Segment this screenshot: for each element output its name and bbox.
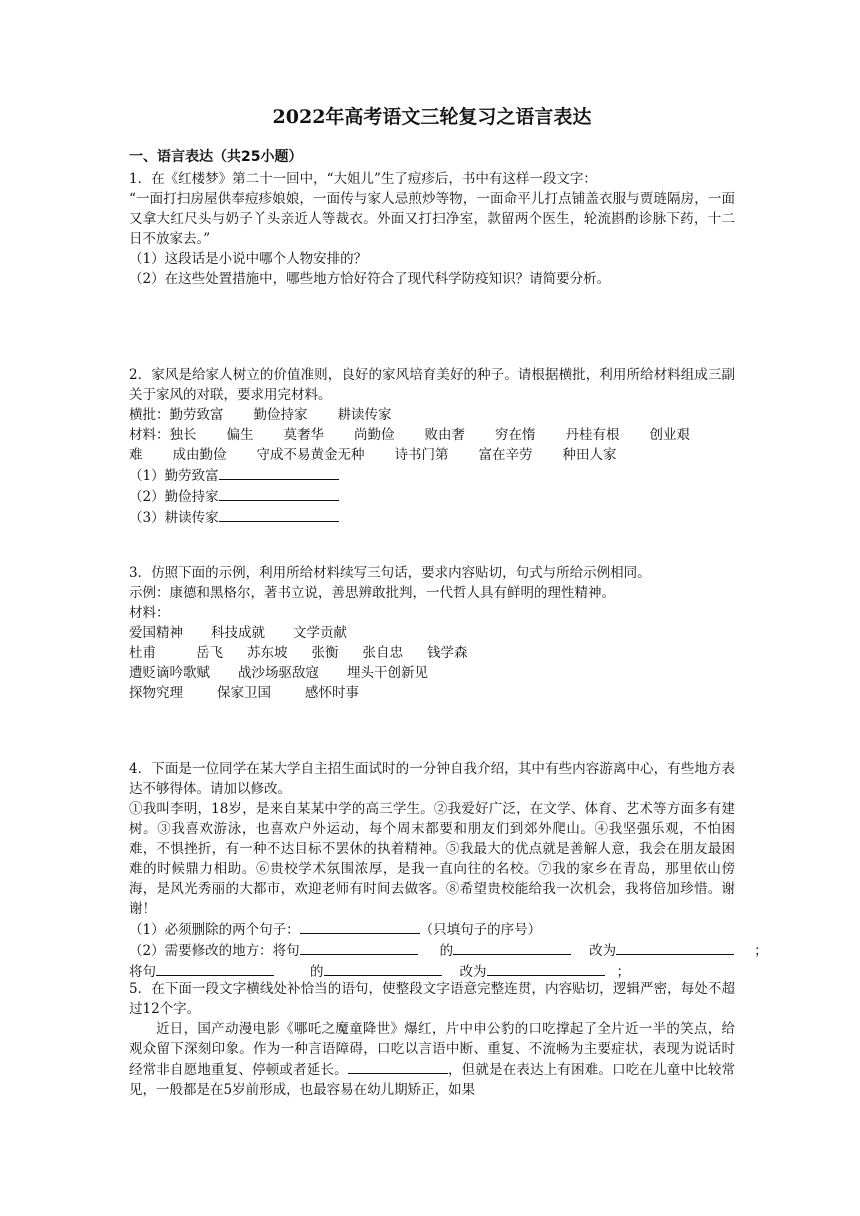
- q5-para-b: ，但就是在表达上有困难。口吃在儿童中比较常见，一般都是在5岁前形成，也最容易在幼儿期矫正，如果: [129, 1062, 736, 1098]
- q3-example: 示例：康德和黑格尔，著书立说，善思辨敢批判，一代哲人具有鲜明的理性精神。: [129, 585, 615, 601]
- q2-answer-1: [129, 465, 735, 486]
- q4-word-gaiwei: 改为: [459, 964, 487, 980]
- q4-word-gaiwei: 改为: [589, 943, 617, 959]
- q3-row2: [129, 643, 735, 663]
- q2-material-lead: 难: [129, 447, 143, 463]
- q2-material: 莫奢华: [283, 427, 324, 443]
- q3-item: 钱学森: [427, 645, 468, 661]
- q2-stem: 2．家风是给家人树立的价值准则，良好的家风培育美好的种子。请根据横批，利用所给材料组成三副关于家风的对联，要求用完材料。: [129, 367, 735, 403]
- q2-answer-3-label: （3）耕读传家: [129, 510, 219, 526]
- question-2: [129, 365, 735, 528]
- q3-item: 爱国精神: [129, 625, 183, 641]
- q2-hengpi-label: 横批：: [129, 407, 170, 423]
- q4-passage: ①我叫李明，18岁，是来自某某中学的高三学生。②我爱好广泛，在文学、体育、艺术等方面多有建树。③我喜欢游泳，也喜欢户外运动，每个周末都要和朋友们到郊外爬山。④我坚强乐观，不怕困难，不惧挫折，有一种不达目标不罢休的执着精神。⑤我最大的优点就是善解人意，我会在朋友最困难的时候鼎力相助。⑥贵校学术氛围浓厚，是我一直向往的名校。⑦我的家乡在青岛，那里依山傍海，是风光秀丽的大都市，欢迎老师有时间去做客。⑧希望贵校能给我一次机会，我将倍加珍惜。谢谢！: [129, 801, 735, 917]
- q3-row1: [129, 623, 735, 643]
- q4-jiangju: 将句: [129, 964, 156, 980]
- answer-blank[interactable]: [324, 961, 442, 976]
- answer-blank[interactable]: [219, 486, 339, 501]
- q4-sub2: [129, 940, 768, 961]
- q2-material: 败由奢: [424, 427, 465, 443]
- q2-material-label: 材料：: [129, 427, 170, 443]
- question-3: [129, 563, 735, 703]
- q4-sub1: [129, 919, 735, 940]
- q2-answer-1-label: （1）勤劳致富: [129, 468, 219, 484]
- q1-sub1: （1）这段话是小说中哪个人物安排的？: [129, 251, 368, 267]
- q1-stem: 1．在《红楼梦》第二十一回中，“大姐儿”生了痘疹后，书中有这样一段文字：: [129, 171, 597, 187]
- q5-paragraph: [129, 1019, 735, 1100]
- q3-item: 张自忠: [362, 645, 403, 661]
- answer-blank[interactable]: [453, 940, 571, 955]
- q3-material-label: 材料：: [129, 605, 170, 621]
- q3-item: 保家卫国: [217, 685, 271, 701]
- q3-item: 埋头干创新见: [347, 665, 428, 681]
- q4-stem: 4．下面是一位同学在某大学自主招生面试时的一分钟自我介绍，其中有些内容游离中心，有些地方表达不够得体。请加以修改。: [129, 761, 735, 797]
- answer-blank[interactable]: [348, 1059, 448, 1074]
- q3-row3: [129, 663, 735, 683]
- q4-sub1-tail: （只填句子的序号）: [419, 922, 542, 938]
- q2-material: 独长: [169, 427, 197, 443]
- q2-answer-3: [129, 507, 735, 528]
- q4-semicolon: ；: [754, 943, 768, 959]
- q2-materials-line2: [129, 445, 735, 465]
- answer-blank[interactable]: [219, 465, 339, 480]
- q5-para-a: 近日，国产动漫电影《哪吒之魔童降世》爆红，片中申公豹的口吃撑起了全片近一半的笑点，给观众留下深刻印象。作为一种言语障碍，口吃以言语中断、重复、不流畅为主要症状，表现为说话时经常非自愿地重复、停顿或者延长。: [129, 1021, 735, 1078]
- q2-material: 富在辛劳: [478, 447, 533, 463]
- q3-item: 张衡: [311, 645, 339, 661]
- q3-item: 探物究理: [129, 685, 183, 701]
- page-title: 2022年高考语文三轮复习之语言表达: [272, 106, 592, 128]
- section-heading: 一、语言表达（共25小题）: [129, 149, 303, 165]
- q3-item: 文学贡献: [293, 625, 347, 641]
- answer-blank[interactable]: [219, 507, 339, 522]
- q3-item: 苏东坡: [247, 645, 288, 661]
- q2-hengpi-1: 勤劳致富: [169, 407, 224, 423]
- q4-sub1-lead: （1）必须删除的两个句子：: [129, 922, 300, 938]
- q2-material: 成由勤俭: [172, 447, 227, 463]
- q3-item: 遭贬谪吟歌赋: [129, 665, 210, 681]
- q3-item: 战沙场驱敌寇: [238, 665, 319, 681]
- answer-blank[interactable]: [616, 940, 734, 955]
- q2-answer-2: [129, 486, 735, 507]
- q2-answer-2-label: （2）勤俭持家: [129, 489, 219, 505]
- q3-item: 科技成就: [211, 625, 265, 641]
- q3-row4: [129, 683, 735, 703]
- q4-sub2-lead: （2）需要修改的地方：将句: [129, 943, 300, 959]
- q4-semicolon: ；: [616, 964, 630, 980]
- q2-material: 穷在惰: [495, 427, 536, 443]
- q3-item: 杜甫: [129, 645, 156, 661]
- q2-material: 创业艰: [649, 427, 690, 443]
- answer-blank[interactable]: [156, 961, 274, 976]
- q5-stem: 5．在下面一段文字横线处补恰当的语句，使整段文字语意完整连贯，内容贴切，逻辑严密，每处不超过12个字。: [129, 981, 735, 1017]
- q2-hengpi-line: [129, 405, 735, 425]
- q3-item: 感怀时事: [305, 685, 359, 701]
- q1-sub2: （2）在这些处置措施中，哪些地方恰好符合了现代科学防疫知识？请简要分析。: [129, 271, 611, 287]
- q4-word-de: 的: [439, 943, 454, 959]
- answer-blank[interactable]: [300, 940, 418, 955]
- q2-hengpi-2: 勤俭持家: [253, 407, 308, 423]
- answer-blank[interactable]: [487, 961, 605, 976]
- q2-hengpi-3: 耕读传家: [337, 407, 392, 423]
- q4-word-de: 的: [310, 964, 324, 980]
- q2-material: 诗书门第: [394, 447, 449, 463]
- answer-blank[interactable]: [300, 919, 420, 934]
- question-1: [129, 169, 735, 289]
- q3-item: 岳飞: [196, 645, 223, 661]
- q2-material: 偏生: [226, 427, 254, 443]
- question-5: [129, 979, 735, 1100]
- q2-material: 种田人家: [562, 447, 617, 463]
- q3-stem: 3．仿照下面的示例，利用所给材料续写三句话，要求内容贴切，句式与所给示例相同。: [129, 565, 651, 581]
- q2-material: 尚勤俭: [354, 427, 395, 443]
- q2-materials-line1: [129, 425, 735, 445]
- q1-quote: “一面打扫房屋供奉痘疹娘娘，一面传与家人忌煎炒等物，一面命平儿打点铺盖衣服与贾琏隔房，一面又拿大红尺头与奶子丫头亲近人等裁衣。外面又打扫净室，款留两个医生，轮流斟酌诊脉下药，十二日不放家去。”: [129, 191, 735, 247]
- q2-material: 守成不易黄金无种: [256, 447, 365, 463]
- question-4: [129, 759, 768, 982]
- q2-material: 丹桂有根: [565, 427, 620, 443]
